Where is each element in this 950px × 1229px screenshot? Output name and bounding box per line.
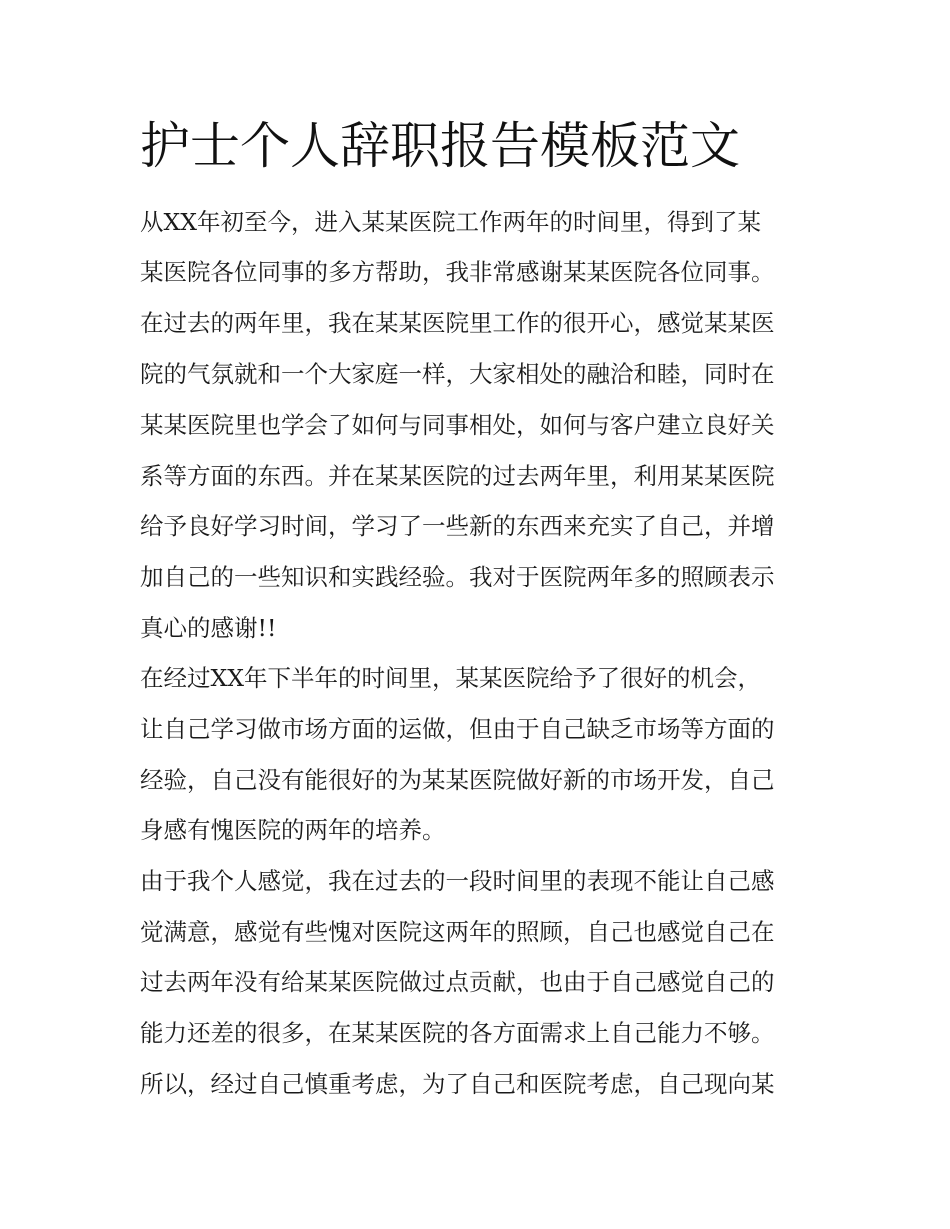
body-line-6: 系等方面的东西。并在某某医院的过去两年里，利用某某医院 [140, 462, 775, 490]
body-line-8: 加自己的一些知识和实践经验。我对于医院两年多的照顾表示 [140, 563, 775, 591]
body-line-11: 让自己学习做市场方面的运做，但由于自己缺乏市场等方面的 [140, 715, 775, 743]
body-line-4: 院的气氛就和一个大家庭一样，大家相处的融洽和睦，同时在 [140, 360, 775, 388]
document-title: 护士个人辞职报告模板范文 [140, 117, 740, 175]
body-line-3: 在过去的两年里，我在某某医院里工作的很开心，感觉某某医 [140, 309, 775, 337]
body-line-12: 经验，自己没有能很好的为某某医院做好新的市场开发，自己 [140, 766, 775, 794]
body-line-1: 从XX年初至今，进入某某医院工作两年的时间里，得到了某 [140, 208, 761, 236]
body-line-18: 所以，经过自己慎重考虑，为了自己和医院考虑，自己现向某 [140, 1070, 775, 1098]
body-line-2: 某医院各位同事的多方帮助，我非常感谢某某医院各位同事。 [140, 258, 775, 286]
body-line-10: 在经过XX年下半年的时间里，某某医院给予了很好的机会， [140, 664, 761, 692]
body-line-5: 某某医院里也学会了如何与同事相处，如何与客户建立良好关 [140, 411, 775, 439]
body-line-9: 真心的感谢!! [140, 614, 277, 642]
body-line-7: 给予良好学习时间，学习了一些新的东西来充实了自己，并增 [140, 512, 775, 540]
body-line-14: 由于我个人感觉，我在过去的一段时间里的表现不能让自己感 [140, 867, 775, 895]
body-line-17: 能力还差的很多，在某某医院的各方面需求上自己能力不够。 [140, 1019, 775, 1047]
body-line-15: 觉满意，感觉有些愧对医院这两年的照顾，自己也感觉自己在 [140, 918, 775, 946]
body-line-13: 身感有愧医院的两年的培养。 [140, 816, 446, 844]
body-line-16: 过去两年没有给某某医院做过点贡献，也由于自己感觉自己的 [140, 968, 775, 996]
